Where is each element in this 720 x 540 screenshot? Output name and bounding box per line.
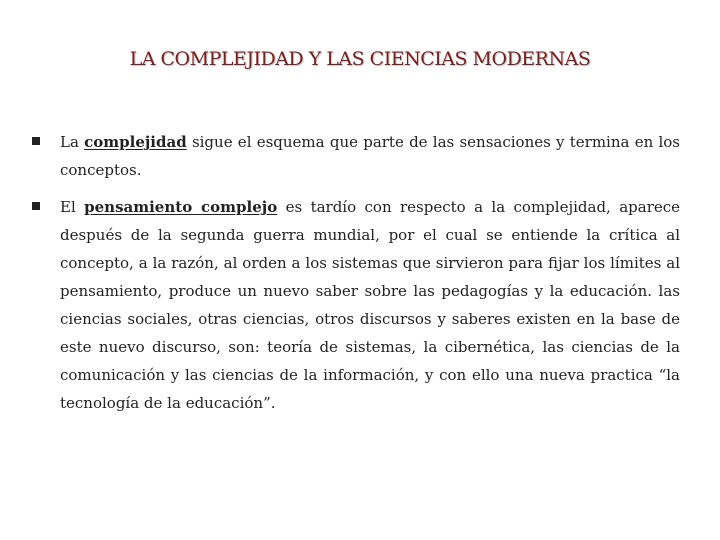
bullet-item-complejidad bbox=[32, 128, 680, 184]
bullet-text-after: es tardío con respecto a la complejidad, aparece después de la segunda guerra mundial, por el cual se entiende la crítica al concepto, a la razón, al orden a los sistemas que sirvieron para fijar los límites al pensamiento, produce un nuevo saber sobre las pedagogías y la educación. las ciencias sociales, otras ciencias, otros discursos y saberes existen en la base de este nuevo discurso, son: teoría de sistemas, la cibernética, las ciencias de la comunicación y las ciencias de la información, y con ello una nueva practica “la tecnología de la educación”. bbox=[60, 198, 681, 412]
slide-title: LA COMPLEJIDAD Y LAS CIENCIAS MODERNAS bbox=[129, 48, 591, 70]
bullet-emphasis: complejidad bbox=[84, 133, 187, 151]
bullet-text-after: sigue el esquema que parte de las sensaciones y termina en los conceptos. bbox=[60, 133, 680, 179]
bullet-text-before: El bbox=[60, 198, 85, 216]
square-bullet-icon bbox=[32, 137, 40, 145]
bullet-list bbox=[32, 128, 680, 426]
bullet-emphasis: pensamiento complejo bbox=[84, 198, 278, 216]
bullet-text-before: La bbox=[60, 133, 85, 151]
bullet-item-pensamiento-complejo bbox=[32, 193, 680, 417]
square-bullet-icon bbox=[32, 202, 40, 210]
